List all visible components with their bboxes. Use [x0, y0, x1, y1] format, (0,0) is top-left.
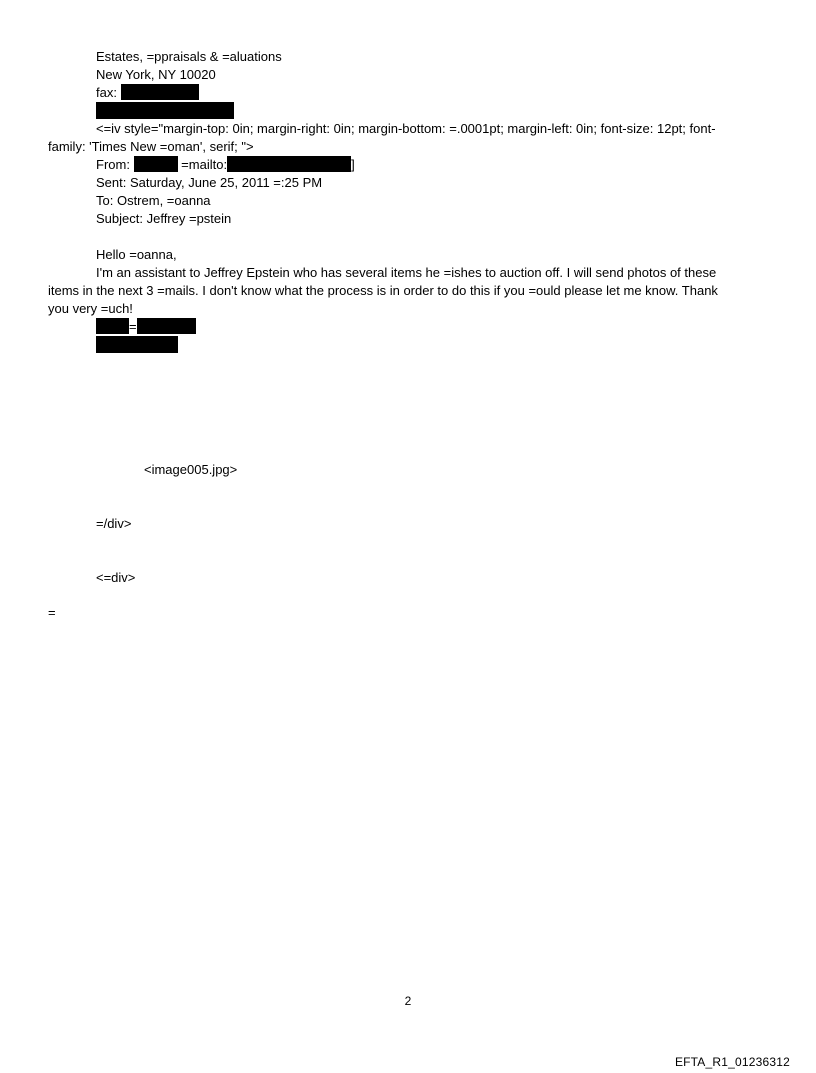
redaction-block	[137, 318, 196, 334]
signature-line-1	[96, 318, 196, 336]
email-greeting: Hello =oanna,	[96, 247, 177, 262]
redaction-block	[96, 102, 234, 119]
mailto-label: =mailto:	[177, 157, 228, 172]
email-to-line: To: Ostrem, =oanna	[96, 193, 211, 208]
fax-label: fax:	[96, 85, 121, 100]
opening-div-tag: <=div>	[96, 570, 136, 585]
trailing-equals: =	[48, 605, 56, 620]
redaction-block	[96, 318, 129, 334]
closing-div-tag: =/div>	[96, 516, 132, 531]
style-code-line-2: family: 'Times New =oman', serif; ">	[48, 139, 254, 154]
redaction-block	[227, 156, 351, 172]
email-from-line	[96, 156, 355, 174]
email-sent-line: Sent: Saturday, June 25, 2011 =:25 PM	[96, 175, 323, 190]
email-subject-line: Subject: Jeffrey =pstein	[96, 211, 232, 226]
header-fax-line	[96, 84, 199, 102]
from-label: From:	[96, 157, 134, 172]
email-body-line-3: you very =uch!	[48, 301, 133, 316]
mailto-close: ]	[351, 157, 355, 172]
document-id: EFTA_R1_01236312	[674, 1055, 790, 1069]
email-body-line-2: items in the next 3 =mails. I don't know what the process is in order to do this if you =ould please let me know. Thank	[48, 283, 718, 298]
header-address-line: New York, NY 10020	[96, 67, 216, 82]
redaction-block	[134, 156, 178, 172]
redaction-block	[96, 336, 178, 353]
attachment-placeholder: <image005.jpg>	[144, 462, 238, 477]
style-code-line-1: <=iv style="margin-top: 0in; margin-right: 0in; margin-bottom: =.0001pt; margin-left: 0in; font-size: 12pt; font-	[96, 121, 716, 136]
header-company-line: Estates, =ppraisals & =aluations	[96, 49, 282, 64]
redaction-block	[121, 84, 199, 100]
signature-equals: =	[129, 319, 137, 334]
page-number: 2	[404, 994, 412, 1008]
email-body-line-1: I'm an assistant to Jeffrey Epstein who has several items he =ishes to auction off. I will send photos of these	[96, 265, 717, 280]
